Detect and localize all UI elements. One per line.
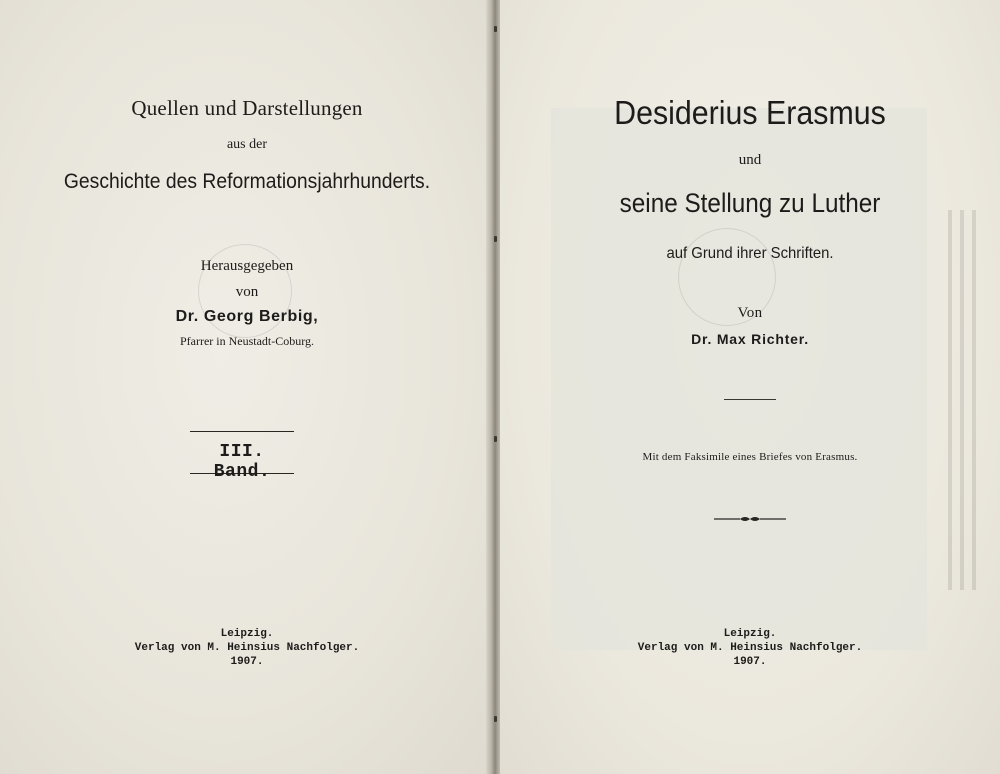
imprint-year: 1907. [733, 656, 767, 668]
book-title: Desiderius Erasmus [614, 94, 886, 131]
author-name: Dr. Max Richter. [691, 331, 809, 347]
divider-rule [724, 399, 776, 400]
facsimile-note: Mit dem Faksimile eines Briefes von Erasmus. [642, 451, 858, 463]
binding-stitch [494, 436, 497, 442]
volume-label: III. Band. [213, 442, 271, 482]
series-title-line1: Quellen und Darstellungen [131, 96, 363, 120]
volume-box [190, 431, 294, 482]
imprint-publisher: Verlag von M. Heinsius Nachfolger. [637, 642, 863, 654]
binding-stitch [494, 236, 497, 242]
editor-name: Dr. Georg Berbig, [175, 308, 319, 325]
edited-by-label: Herausgegeben [200, 258, 294, 274]
show-through-text [940, 210, 980, 590]
imprint-year: 1907. [230, 656, 264, 668]
binding-stitch [494, 716, 497, 722]
book-subtitle: seine Stellung zu Luther [619, 188, 881, 218]
series-title-line3: Geschichte des Reformationsjahrhunderts. [63, 170, 431, 193]
title-conjunction: und [738, 152, 762, 168]
left-page [0, 0, 494, 774]
imprint-place: Leipzig. [723, 628, 777, 640]
imprint-place: Leipzig. [220, 628, 274, 640]
von-label: von [235, 284, 259, 300]
right-page [500, 0, 1000, 774]
book-subtitle-basis: auf Grund ihrer Schriften. [666, 245, 834, 262]
von-label: Von [737, 305, 763, 321]
editor-role: Pfarrer in Neustadt-Coburg. [179, 334, 315, 348]
ornament-divider-icon [714, 513, 786, 525]
series-title-line2: aus der [226, 137, 268, 152]
binding-stitch [494, 26, 497, 32]
imprint-publisher: Verlag von M. Heinsius Nachfolger. [134, 642, 360, 654]
